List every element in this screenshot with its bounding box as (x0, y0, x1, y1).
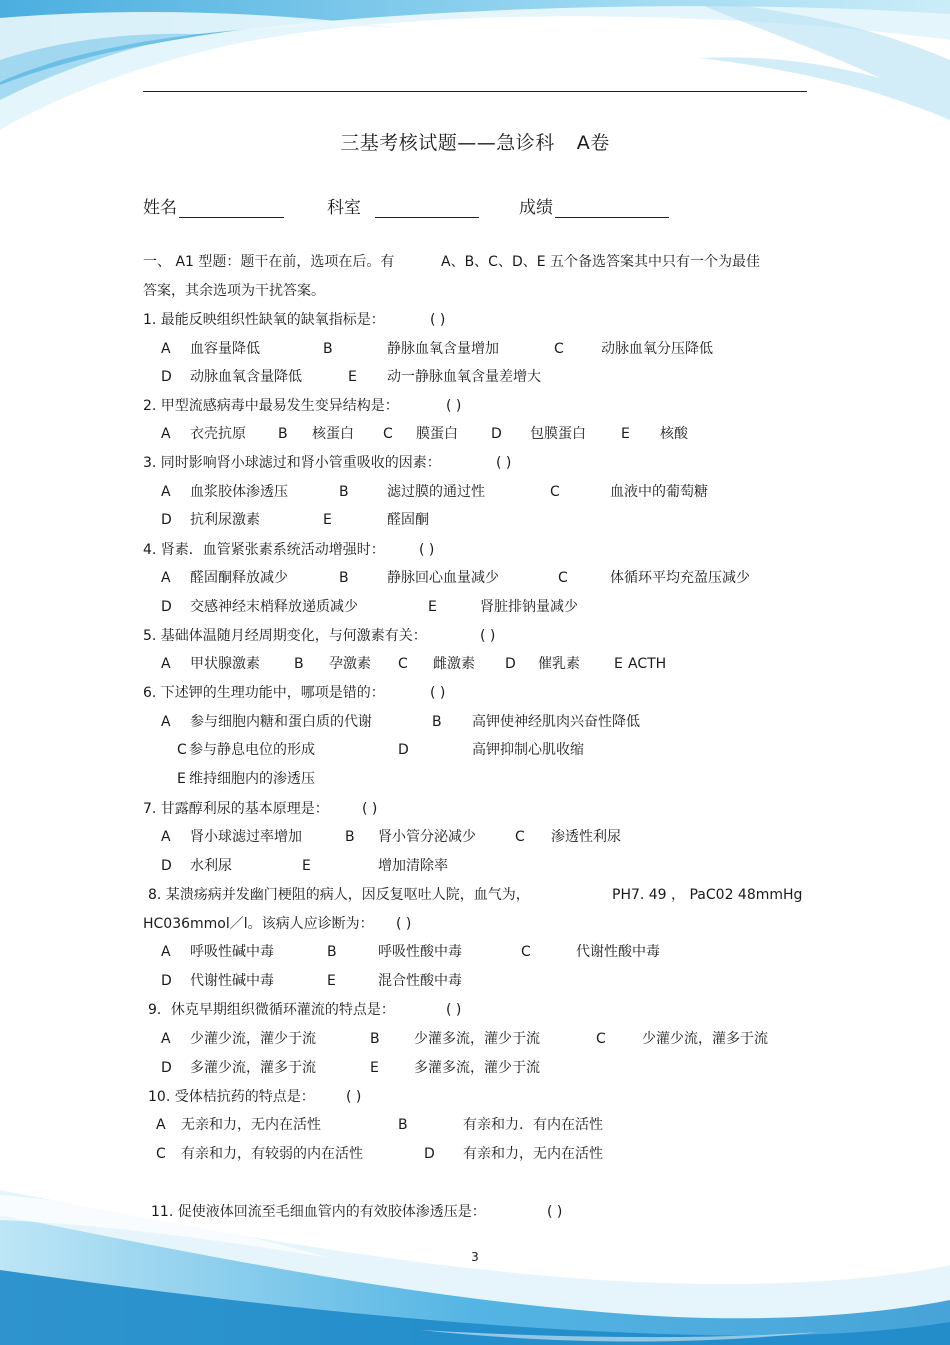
option-letter: D (161, 599, 172, 615)
score-label: 成绩 (519, 198, 553, 218)
option-text: 滤过膜的通过性 (387, 484, 485, 500)
answer-blank[interactable]: ( ) (496, 455, 512, 471)
header-rule (143, 91, 807, 92)
option-text: 渗透性利尿 (551, 829, 621, 845)
option-text: 膜蛋白 (416, 426, 458, 442)
answer-blank[interactable]: ( ) (430, 312, 446, 328)
option-letter: B (339, 484, 349, 500)
option-text: 醛固酮 (387, 512, 429, 528)
option-letter: A (161, 341, 171, 357)
option-letter: D (424, 1146, 435, 1162)
question-stem: 1. 最能反映组织性缺氧的缺氧指标是： (143, 312, 385, 328)
option-text: 参与细胞内糖和蛋白质的代谢 (190, 714, 372, 730)
option-text: 水利尿 (190, 858, 232, 874)
option-letter: C (156, 1146, 166, 1162)
option-text: 交感神经末梢释放递质减少 (190, 599, 358, 615)
question-stem: 9．休克早期组织微循环灌流的特点是： (148, 1002, 395, 1018)
option-text: 肾小管分泌减少 (378, 829, 476, 845)
option-text: 参与静息电位的形成 (189, 742, 315, 758)
option-letter: E (327, 973, 336, 989)
question-stem-values: PH7. 49 ， PaC02 48mmHg (612, 887, 803, 903)
option-text: 无亲和力，无内在活性 (181, 1117, 321, 1133)
option-text: 有亲和力，有较弱的内在活性 (181, 1146, 363, 1162)
option-letter: C (383, 426, 393, 442)
option-text: 多灌多流，灌少于流 (414, 1060, 540, 1076)
option-letter: A (161, 714, 171, 730)
option-letter: C (554, 341, 564, 357)
dept-field (327, 192, 479, 218)
option-letter: B (278, 426, 288, 442)
answer-blank[interactable]: ( ) (419, 542, 435, 558)
option-letter: C (177, 742, 187, 758)
option-text: 增加清除率 (378, 858, 448, 874)
option-letter: D (161, 369, 172, 385)
option-text: 抗利尿激素 (190, 512, 260, 528)
option-letter: E (302, 858, 311, 874)
option-text: 动一静脉血氧含量差增大 (387, 369, 541, 385)
option-text: 有亲和力，无内在活性 (463, 1146, 603, 1162)
name-blank[interactable] (179, 197, 284, 218)
answer-blank[interactable]: ( ) (396, 916, 412, 932)
option-text: 呼吸性酸中毒 (378, 944, 462, 960)
option-letter: A (161, 656, 171, 672)
question-stem: 2. 甲型流感病毒中最易发生变异结构是： (143, 398, 399, 414)
option-text: 代谢性碱中毒 (190, 973, 274, 989)
option-text: 血浆胶体渗透压 (190, 484, 288, 500)
option-text: 呼吸性碱中毒 (190, 944, 274, 960)
answer-blank[interactable]: ( ) (547, 1204, 563, 1220)
answer-blank[interactable]: ( ) (346, 1089, 362, 1105)
answer-blank[interactable]: ( ) (480, 628, 496, 644)
option-text: 少灌少流，灌多于流 (642, 1031, 768, 1047)
option-letter: D (161, 858, 172, 874)
option-letter: B (323, 341, 333, 357)
score-blank[interactable] (555, 197, 669, 218)
option-letter: A (161, 570, 171, 586)
question-stem: 10. 受体桔抗药的特点是： (148, 1089, 315, 1105)
name-field (143, 192, 284, 218)
answer-blank[interactable]: ( ) (362, 801, 378, 817)
option-text: 催乳素 (538, 656, 580, 672)
option-text: 混合性酸中毒 (378, 973, 462, 989)
option-letter: B (294, 656, 304, 672)
option-letter: C (398, 656, 408, 672)
question-stem: 4. 肾素．血管紧张素系统活动增强时： (143, 542, 385, 558)
option-text: 动脉血氧含量降低 (190, 369, 302, 385)
option-text: 醛固酮释放减少 (190, 570, 288, 586)
page-title (0, 128, 950, 155)
option-letter: C (550, 484, 560, 500)
question-stem: 3. 同时影响肾小球滤过和肾小管重吸收的因素： (143, 455, 441, 471)
option-letter: A (161, 1031, 171, 1047)
option-text: 甲状腺激素 (190, 656, 260, 672)
option-text: 高钾抑制心肌收缩 (472, 742, 584, 758)
title-main: 三基考核试题——急诊科 (340, 132, 555, 154)
option-letter: A (156, 1117, 166, 1133)
option-letter: E (323, 512, 332, 528)
option-text: 肾小球滤过率增加 (190, 829, 302, 845)
option-letter: B (345, 829, 355, 845)
option-letter: B (432, 714, 442, 730)
option-text: ACTH (628, 656, 667, 672)
dept-label: 科室 (327, 198, 361, 218)
option-letter: E (614, 656, 623, 672)
option-text: 多灌少流，灌多于流 (190, 1060, 316, 1076)
answer-blank[interactable]: ( ) (446, 398, 462, 414)
option-text: 高钾使神经肌肉兴奋性降低 (472, 714, 640, 730)
option-text: 核蛋白 (312, 426, 354, 442)
option-text: 有亲和力．有内在活性 (463, 1117, 603, 1133)
option-letter: D (505, 656, 516, 672)
option-text: 少灌多流，灌少于流 (414, 1031, 540, 1047)
option-text: 体循环平均充盈压减少 (610, 570, 750, 586)
section-intro-line1b: A、B、C、D、E 五个备选答案其中只有一个为最佳 (441, 254, 761, 270)
option-letter: C (558, 570, 568, 586)
option-letter: B (339, 570, 349, 586)
option-text: 静脉血氧含量增加 (387, 341, 499, 357)
title-suffix: A卷 (576, 132, 610, 154)
option-text: 血液中的葡萄糖 (610, 484, 708, 500)
option-text: 血容量降低 (190, 341, 260, 357)
option-letter: E (348, 369, 357, 385)
section-intro-line1: 一、 A1 型题：题干在前，选项在后。有 (143, 254, 395, 270)
option-text: 包膜蛋白 (530, 426, 586, 442)
option-letter: B (398, 1117, 408, 1133)
score-field (519, 192, 669, 218)
answer-blank[interactable]: ( ) (430, 685, 446, 701)
option-text: 肾脏排钠量减少 (480, 599, 578, 615)
option-letter: A (161, 829, 171, 845)
option-text: 核酸 (660, 426, 688, 442)
option-letter: A (161, 426, 171, 442)
option-text: 动脉血氧分压降低 (601, 341, 713, 357)
question-stem: 8. 某溃疡病并发幽门梗阻的病人，因反复呕吐人院，血气为， (148, 887, 530, 903)
question-stem: 11. 促使液体回流至毛细血管内的有效胶体渗透压是： (151, 1204, 486, 1220)
option-letter: D (161, 973, 172, 989)
option-text: 衣壳抗原 (190, 426, 246, 442)
option-text: 维持细胞内的渗透压 (189, 771, 315, 787)
option-letter: E (177, 771, 186, 787)
option-letter: E (428, 599, 437, 615)
dept-blank[interactable] (375, 197, 479, 218)
option-letter: A (161, 944, 171, 960)
page-number: 3 (471, 1250, 479, 1264)
question-stem: 6. 下述钾的生理功能中，哪项是错的： (143, 685, 385, 701)
option-letter: D (491, 426, 502, 442)
option-letter: A (161, 484, 171, 500)
option-text: 孕激素 (329, 656, 371, 672)
option-letter: D (398, 742, 409, 758)
option-letter: C (521, 944, 531, 960)
option-letter: E (370, 1060, 379, 1076)
option-letter: C (515, 829, 525, 845)
option-letter: D (161, 1060, 172, 1076)
option-letter: C (596, 1031, 606, 1047)
name-label: 姓名 (143, 198, 177, 218)
question-stem: 7. 甘露醇利尿的基本原理是： (143, 801, 329, 817)
answer-blank[interactable]: ( ) (446, 1002, 462, 1018)
option-text: 少灌少流，灌少于流 (190, 1031, 316, 1047)
question-stem: 5. 基础体温随月经周期变化，与何激素有关： (143, 628, 427, 644)
section-intro-line2: 答案，其余选项为干扰答案。 (143, 283, 325, 299)
option-letter: D (161, 512, 172, 528)
option-text: 雌激素 (433, 656, 475, 672)
option-letter: B (327, 944, 337, 960)
option-text: 静脉回心血量减少 (387, 570, 499, 586)
option-text: 代谢性酸中毒 (576, 944, 660, 960)
option-letter: B (370, 1031, 380, 1047)
question-stem-cont: HC036mmol／l。该病人应诊断为： (143, 916, 374, 932)
option-letter: E (621, 426, 630, 442)
